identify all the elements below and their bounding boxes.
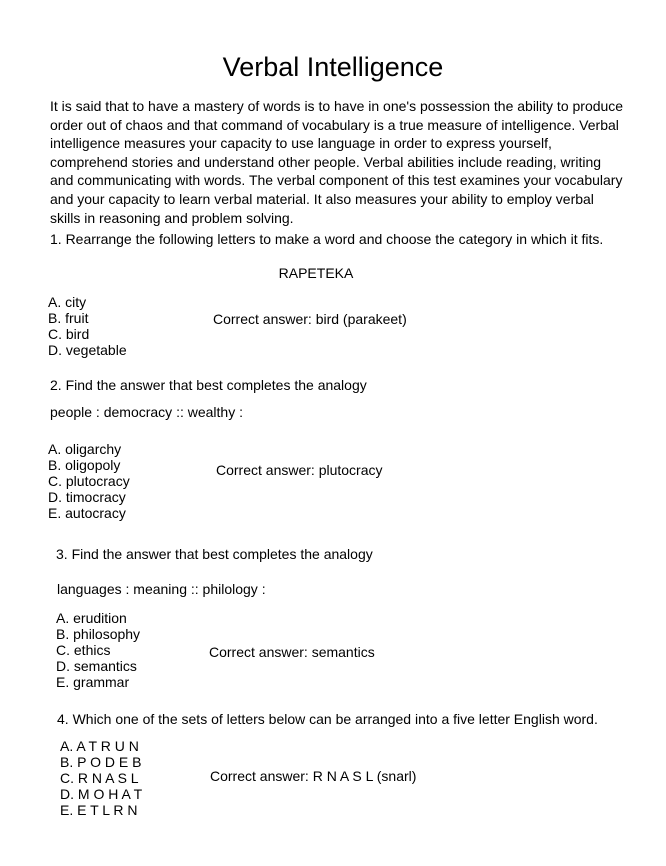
option: A. erudition [56,610,127,626]
option: C. R N A S L [60,770,139,786]
question-3-correct-answer: Correct answer: semantics [209,644,375,660]
option: C. ethics [56,642,111,658]
question-1-options [48,294,127,358]
question-4-options [60,738,142,818]
option: A. city [48,294,87,310]
question-3-analogy-stem: languages : meaning :: philology : [57,581,266,597]
question-2-text: 2. Find the answer that best completes the analogy [50,377,367,393]
option: D. M O H A T [60,786,143,802]
option: B. oligopoly [48,457,121,473]
intro-paragraph: It is said that to have a mastery of words is to have in one's possession the ability to produce order out of chaos and that command of vocabulary is a true measure of intelligence. Verbal intelligence measures your capacity to use language in order to express yourself, comprehend stories and understand other people. Verbal abilities include reading, writing and communicating with words. The verbal component of this test examines your vocabulary and your capacity to learn verbal material. It also measures your ability to employ verbal skills in reasoning and problem solving. [50,98,624,226]
page-title: Verbal Intelligence [222,52,444,83]
question-2-options [48,441,130,521]
option: B. philosophy [56,626,141,642]
option: D. semantics [56,658,137,674]
question-1-text: 1. Rearrange the following letters to make a word and choose the category in which it fits. [50,231,604,247]
option: C. bird [48,326,90,342]
question-4-text: 4. Which one of the sets of letters below can be arranged into a five letter English word. [57,711,598,727]
option: A. A T R U N [60,738,139,754]
question-4-correct-answer: Correct answer: R N A S L (snarl) [210,768,417,784]
option: E. grammar [56,674,130,690]
option: C. plutocracy [48,473,130,489]
question-1-scrambled-word: RAPETEKA [278,265,354,281]
question-2-correct-answer: Correct answer: plutocracy [216,462,383,478]
option: D. vegetable [48,342,127,358]
option: E. autocracy [48,505,126,521]
question-2-analogy-stem: people : democracy :: wealthy : [50,404,243,420]
option: A. oligarchy [48,441,122,457]
option: B. fruit [48,310,89,326]
question-1-correct-answer: Correct answer: bird (parakeet) [213,311,407,327]
question-3-options [56,610,140,690]
question-3-text: 3. Find the answer that best completes the analogy [56,546,373,562]
option: E. E T L R N [60,802,138,818]
option: D. timocracy [48,489,126,505]
option: B. P O D E B [60,754,142,770]
